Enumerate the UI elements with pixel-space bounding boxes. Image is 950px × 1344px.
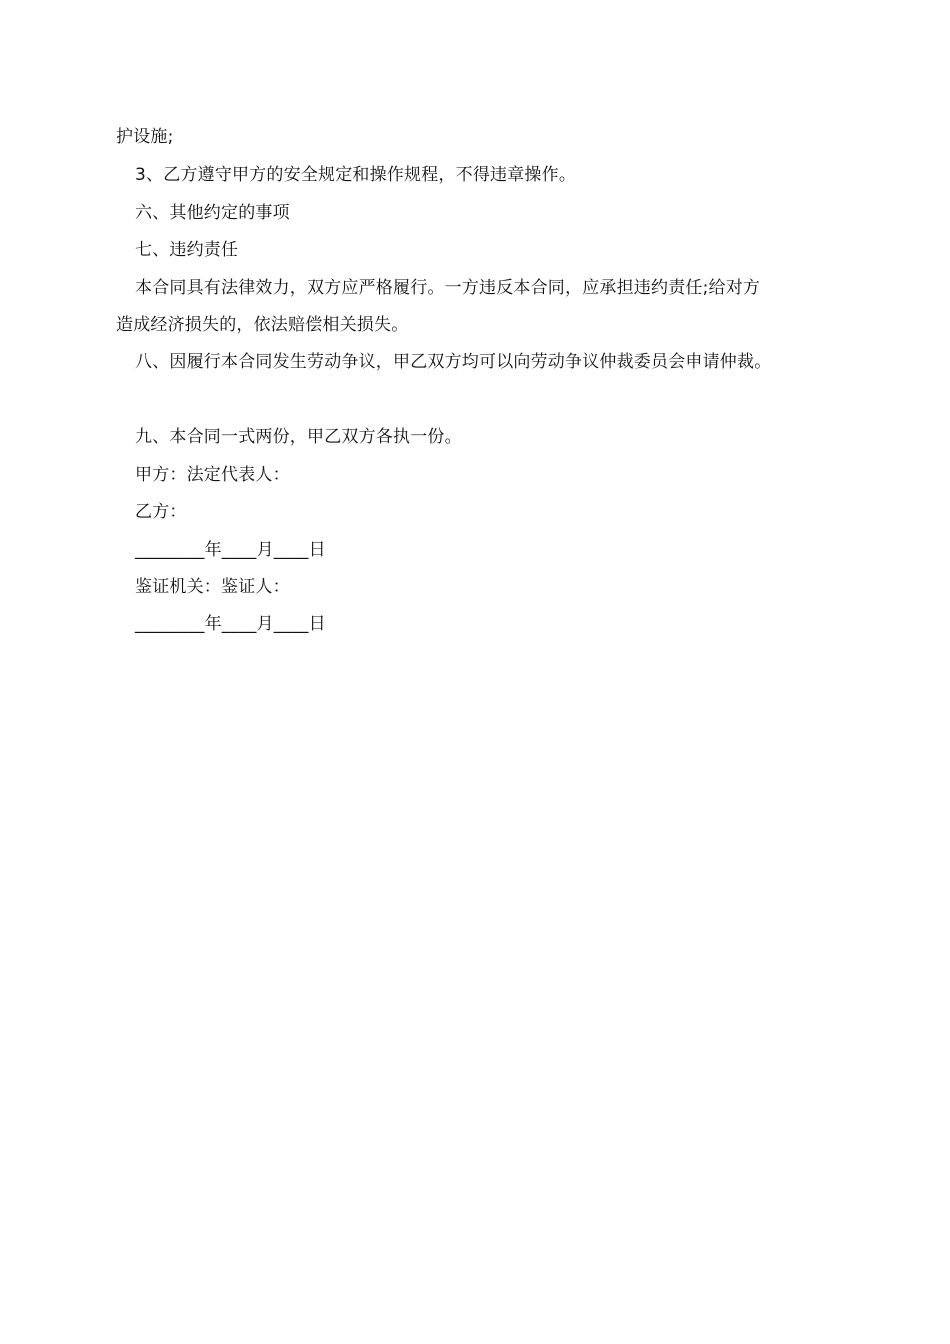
section-heading-6: 六、其他约定的事项 — [135, 203, 290, 223]
notary-signature-line: 鉴证机关：鉴证人： — [135, 577, 290, 597]
section-heading-9: 九、本合同一式两份，甲乙双方各执一份。 — [135, 427, 462, 447]
text-line-clause-3: 3、乙方遵守甲方的安全规定和操作规程，不得违章操作。 — [135, 165, 577, 185]
party-a-signature-line: 甲方：法定代表人： — [135, 465, 290, 485]
text-line-protective-facilities: 护设施; — [116, 127, 174, 147]
section-heading-7: 七、违约责任 — [135, 240, 239, 260]
text-line-liability-1: 本合同具有法律效力，双方应严格履行。一方违反本合同，应承担违约责任;给对方 — [135, 278, 761, 298]
date-line-1: ________年____月____日 — [135, 540, 326, 560]
date-line-2: ________年____月____日 — [135, 614, 326, 634]
party-b-signature-line: 乙方： — [135, 502, 187, 522]
section-heading-8: 八、因履行本合同发生劳动争议，甲乙双方均可以向劳动争议仲裁委员会申请仲裁。 — [135, 352, 772, 372]
text-line-liability-2: 造成经济损失的，依法赔偿相关损失。 — [116, 315, 409, 335]
